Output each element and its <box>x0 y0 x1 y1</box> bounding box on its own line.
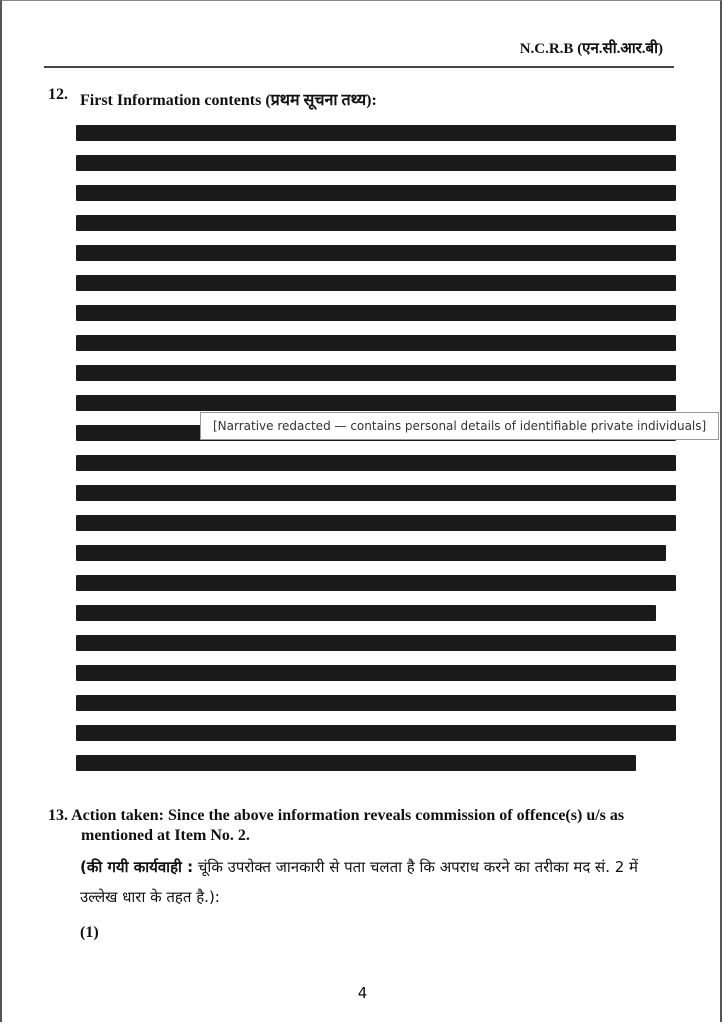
redaction-bar <box>76 215 676 231</box>
narrative-line-redacted <box>76 568 676 598</box>
redaction-bar <box>76 245 676 261</box>
narrative-line-redacted <box>76 718 676 748</box>
narrative-line-redacted <box>76 268 676 298</box>
narrative-line-redacted <box>76 508 676 538</box>
narrative-line-redacted <box>76 118 676 148</box>
narrative-line-redacted <box>76 148 676 178</box>
redaction-bar <box>76 545 666 561</box>
redaction-bar <box>76 665 676 681</box>
item-13-hi-rest: चूंकि उपरोक्त जानकारी से पता चलता है कि अपराध करने का तरीका मद सं. 2 में उल्लेख धारा के तहत है.): <box>80 858 639 906</box>
redaction-bar <box>76 575 676 591</box>
item-12-title: First Information contents (प्रथम सूचना तथ्य): <box>80 92 377 109</box>
redaction-bar <box>76 605 656 621</box>
redaction-bar <box>76 635 676 651</box>
narrative-line-redacted <box>76 688 676 718</box>
item-13-number: 13. <box>48 807 68 824</box>
page-number: 4 <box>357 984 368 1002</box>
narrative-line-redacted <box>76 358 676 388</box>
narrative-line-redacted <box>76 628 676 658</box>
item-13-hi-bold: (की गयी कार्यवाही : <box>80 858 194 876</box>
header-rule <box>44 66 674 68</box>
narrative-line-redacted <box>76 658 676 688</box>
redaction-bar <box>76 455 676 471</box>
narrative-line-redacted <box>76 178 676 208</box>
redaction-bar <box>76 305 676 321</box>
narrative-line-redacted <box>76 598 676 628</box>
narrative-line-redacted <box>76 448 676 478</box>
item-13-block <box>48 806 668 942</box>
redaction-bar <box>76 515 676 531</box>
redaction-bar <box>76 125 676 141</box>
redaction-bar <box>76 155 676 171</box>
document-header: N.C.R.B (एन.सी.आर.बी) <box>519 41 663 57</box>
item-13-title-text: Action taken: Since the above information reveals commission of offence(s) u/s as mentioned at Item No. 2. <box>71 807 625 844</box>
narrative-line-redacted <box>76 298 676 328</box>
narrative-line-redacted <box>76 208 676 238</box>
narrative-line-redacted <box>76 748 676 778</box>
redaction-bar <box>76 485 676 501</box>
redaction-bar <box>76 365 676 381</box>
narrative-redacted <box>76 118 676 778</box>
redaction-bar <box>76 395 676 411</box>
redaction-bar <box>76 185 676 201</box>
narrative-line-redacted <box>76 238 676 268</box>
redaction-bar <box>76 275 676 291</box>
redaction-bar <box>76 725 676 741</box>
redaction-bar <box>76 335 676 351</box>
item-13-title-en <box>48 806 668 846</box>
item-12-number: 12. <box>48 86 68 103</box>
narrative-line-redacted <box>76 328 676 358</box>
item-13-title-hi <box>48 852 668 912</box>
redaction-bar <box>76 695 676 711</box>
narrative-line-redacted <box>76 538 676 568</box>
narrative-line-redacted <box>76 478 676 508</box>
redaction-bar <box>76 755 636 771</box>
redaction-note: [Narrative redacted — contains personal details of identifiable private individuals] <box>200 412 719 440</box>
item-13-sub-item: (1) <box>80 924 99 941</box>
